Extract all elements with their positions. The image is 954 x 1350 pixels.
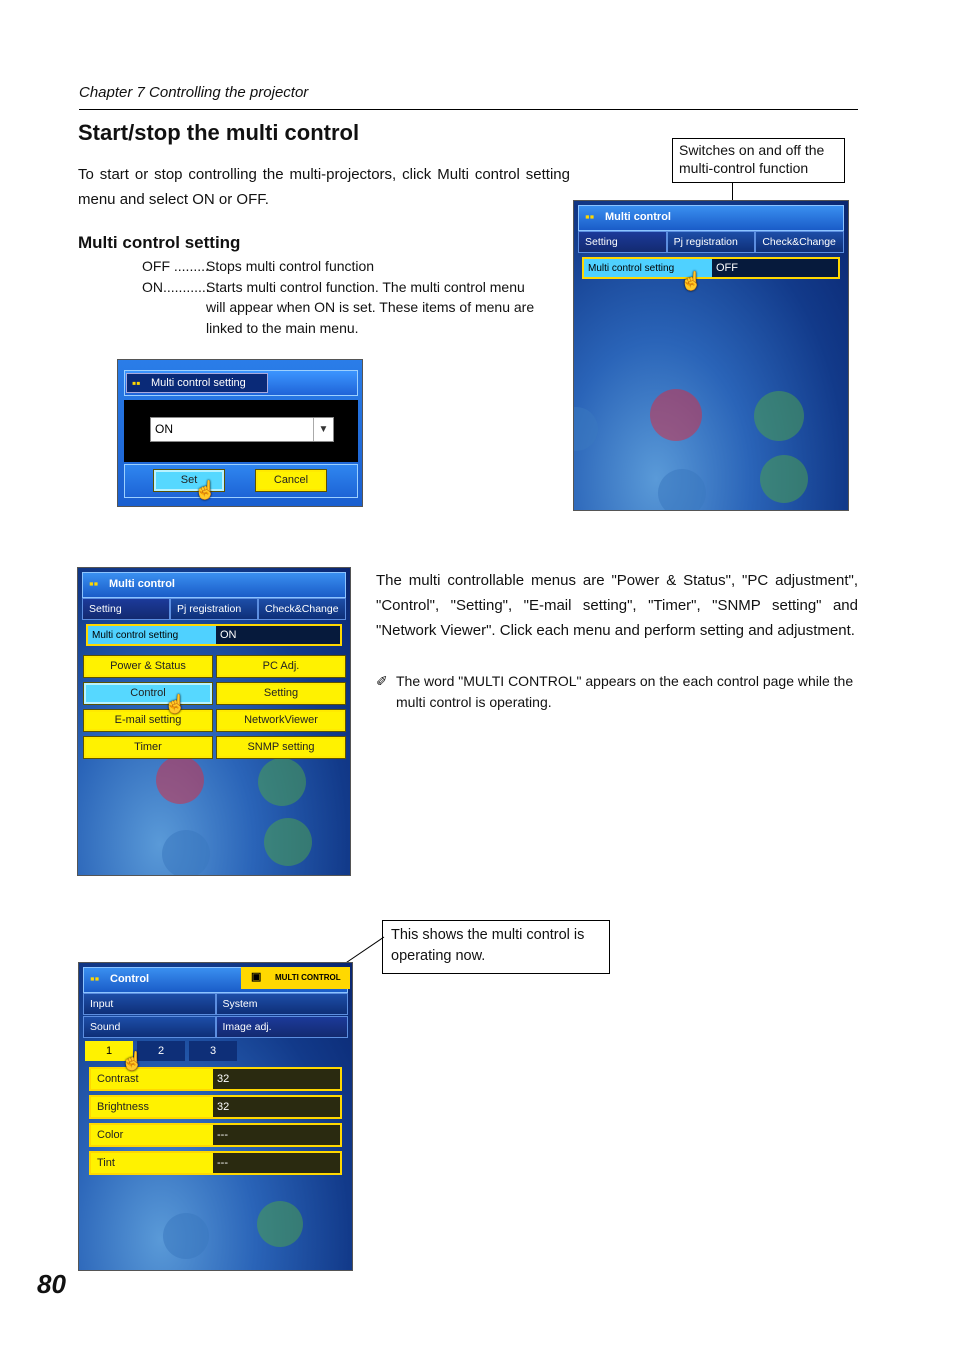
panel-header-title: Multi control <box>605 211 671 223</box>
brightness-row[interactable] <box>89 1095 342 1119</box>
tab-setting[interactable]: Setting <box>82 598 170 620</box>
tab-sound[interactable]: Sound <box>83 1016 216 1038</box>
mail-icon <box>156 756 204 804</box>
callout-operating: This shows the multi control is operating now. <box>382 920 610 974</box>
menu-email-setting-button[interactable]: E-mail setting <box>84 710 212 731</box>
gear-icon <box>257 1201 303 1247</box>
row-value: --- <box>213 1125 340 1145</box>
hand-cursor-icon: ☝ <box>194 480 217 500</box>
menu-setting-button[interactable]: Setting <box>217 683 345 704</box>
row-label: Tint <box>91 1153 213 1173</box>
tint-row[interactable] <box>89 1151 342 1175</box>
dialog-title-bar <box>126 373 268 393</box>
panel-header-title: Multi control <box>109 578 175 590</box>
tab-pj-registration[interactable]: Pj registration <box>667 231 756 253</box>
hand-cursor-icon: ☝ <box>121 1051 144 1071</box>
row-value: 32 <box>213 1069 340 1089</box>
callout-switch: Switches on and off the multi-control function <box>672 138 845 183</box>
tab-setting[interactable]: Setting <box>578 231 667 253</box>
multi-menus-paragraph: The multi controllable menus are "Power & Status", "PC adjustment", "Control", "Setting", "E-mail setting", "Timer", "SNMP setting" and "Network Viewer". Click each menu and perform setting and adjustment. <box>376 572 858 639</box>
badge-text: MULTI CONTROL <box>275 973 341 982</box>
projector-icon: ▣ <box>251 971 262 983</box>
dialog-title: Multi control setting <box>151 377 246 389</box>
setting-label: Multi control setting <box>88 626 216 644</box>
tools-icon <box>754 391 804 441</box>
tools-icon <box>258 758 306 806</box>
tab-input[interactable]: Input <box>83 993 216 1015</box>
menu-pc-adj-button[interactable]: PC Adj. <box>217 656 345 677</box>
panel-header <box>82 572 346 598</box>
multi-control-setting-row[interactable] <box>86 624 342 646</box>
page-tab-1[interactable]: 1 <box>85 1041 133 1061</box>
setting-value: OFF <box>716 262 738 274</box>
page-number: 80 <box>37 1269 66 1299</box>
definition-term: OFF .......... <box>142 258 213 274</box>
gear-icon <box>760 455 808 503</box>
select-value: ON <box>155 422 173 436</box>
panel-header <box>578 205 844 231</box>
set-button[interactable]: Set <box>154 470 224 491</box>
definition-desc: Stops multi control function <box>206 258 375 274</box>
note-text: The word "MULTI CONTROL" appears on the each control page while the multi control is operating. <box>396 673 854 710</box>
tab-pj-registration[interactable]: Pj registration <box>170 598 258 620</box>
row-label: Brightness <box>91 1097 213 1117</box>
color-row[interactable] <box>89 1123 342 1147</box>
multi-control-on-screenshot <box>77 567 351 876</box>
menu-control-button[interactable]: Control <box>84 683 212 704</box>
tab-image-adj[interactable]: Image adj. <box>216 1016 349 1038</box>
hand-cursor-icon: ☝ <box>680 271 703 291</box>
mail-icon <box>650 389 702 441</box>
definition-desc: Starts multi control function. The multi control menu will appear when ON is set. These items of menu are linked to the main menu. <box>206 278 535 336</box>
header-rule <box>79 109 858 110</box>
note <box>376 671 858 713</box>
camera-icon <box>658 469 706 511</box>
disk-icon <box>573 407 598 451</box>
pencil-icon: ✐ <box>376 673 388 689</box>
dots-icon: ▪▪ <box>90 971 100 986</box>
row-label: Contrast <box>91 1069 213 1089</box>
tab-check-change[interactable]: Check&Change <box>258 598 346 620</box>
camera-icon <box>163 1213 209 1259</box>
control-screenshot <box>78 962 353 1271</box>
menu-timer-button[interactable]: Timer <box>84 737 212 758</box>
multi-control-badge <box>241 967 350 989</box>
dots-icon: ▪▪ <box>89 576 99 591</box>
multi-control-off-screenshot <box>573 200 849 511</box>
tab-check-change[interactable]: Check&Change <box>755 231 844 253</box>
multi-control-setting-row[interactable] <box>582 257 840 279</box>
row-value: --- <box>213 1153 340 1173</box>
multi-control-select[interactable] <box>150 417 334 442</box>
intro-text: To start or stop controlling the multi-projectors, click Multi control setting menu and select ON or OFF. <box>78 166 570 208</box>
section-title: Start/stop the multi control <box>78 120 360 145</box>
gear-icon <box>264 818 312 866</box>
chevron-down-icon[interactable]: ▼ <box>313 418 333 441</box>
definition-list <box>142 256 536 338</box>
setting-value: ON <box>220 629 237 641</box>
camera-icon <box>162 830 210 876</box>
definition-on <box>142 277 536 339</box>
setting-label: Multi control setting <box>584 259 712 277</box>
menu-snmp-setting-button[interactable]: SNMP setting <box>217 737 345 758</box>
hand-cursor-icon: ☝ <box>164 694 187 714</box>
row-value: 32 <box>213 1097 340 1117</box>
page-tab-3[interactable]: 3 <box>189 1041 237 1061</box>
tab-system[interactable]: System <box>216 993 349 1015</box>
panel-header-title: Control <box>110 973 150 985</box>
dots-icon: ▪▪ <box>585 209 595 224</box>
page-tab-2[interactable]: 2 <box>137 1041 185 1061</box>
cancel-button[interactable]: Cancel <box>256 470 326 491</box>
subheading: Multi control setting <box>78 233 241 252</box>
definition-term: ON............ <box>142 278 210 295</box>
chapter-header: Chapter 7 Controlling the projector <box>79 84 309 101</box>
dialog-screenshot <box>117 359 363 507</box>
dots-icon: ▪▪ <box>132 376 141 390</box>
menu-network-viewer-button[interactable]: NetworkViewer <box>217 710 345 731</box>
row-label: Color <box>91 1125 213 1145</box>
definition-off <box>142 256 536 277</box>
menu-power-status-button[interactable]: Power & Status <box>84 656 212 677</box>
